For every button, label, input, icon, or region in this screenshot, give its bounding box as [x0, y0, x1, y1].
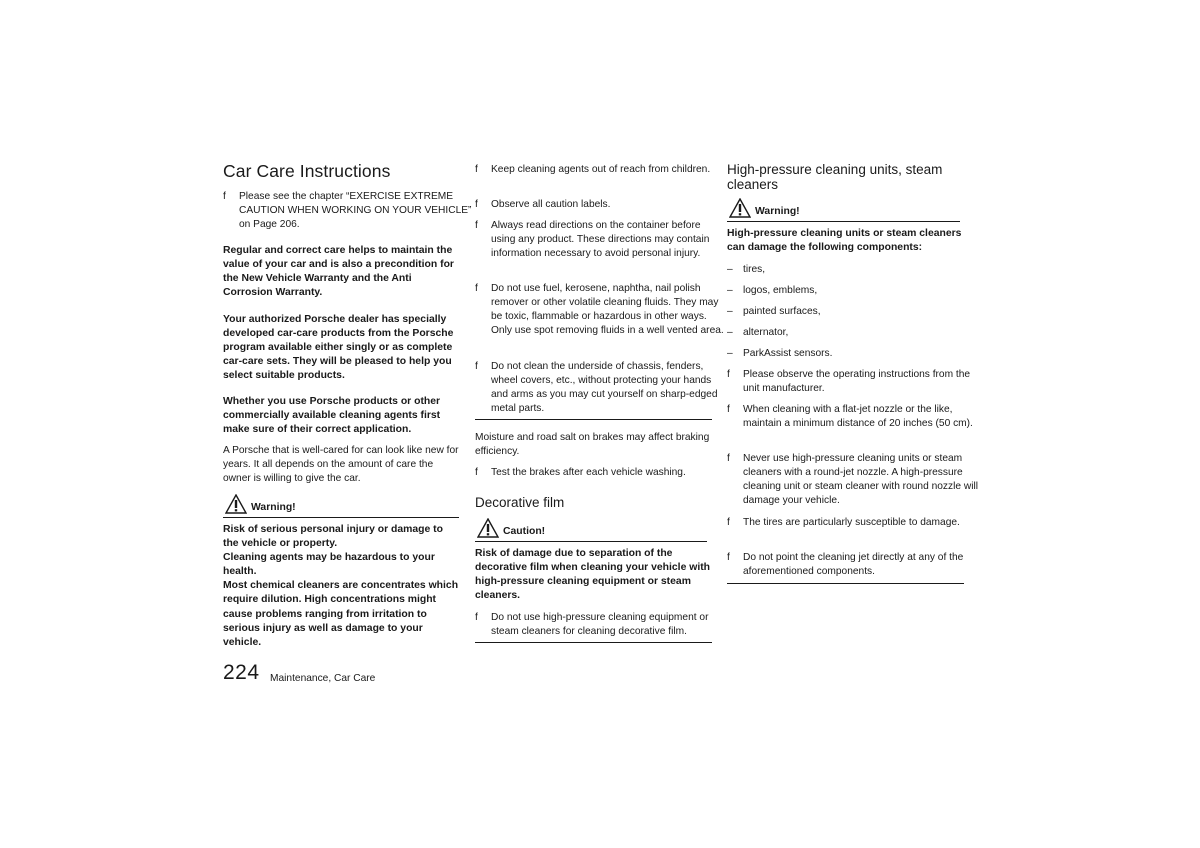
warning-label: Warning!: [251, 502, 296, 513]
list-item: [727, 452, 981, 508]
list-item-text: Do not point the cleaning jet directly at any of the aforementioned components.: [743, 552, 964, 578]
list-item-text: Keep cleaning agents out of reach from children.: [491, 164, 711, 175]
bullet-marker: f: [727, 453, 730, 464]
paragraph-well-cared: A Porsche that is well-cared for can look like new for years. It all depends on the amount of care the owner is willing to give the car.: [223, 445, 459, 485]
paragraph-brakes: Moisture and road salt on brakes may affect braking efficiency.: [475, 432, 710, 458]
component-item: [727, 284, 979, 298]
bullet-marker: f: [475, 361, 478, 372]
warning-text: High-pressure cleaning units or steam cleaners can damage the following components:: [727, 228, 962, 254]
page-number: 224: [223, 661, 260, 684]
bullet-marker: f: [727, 552, 730, 563]
list-item-text: Do not use high-pressure cleaning equipment or steam cleaners for cleaning decorative film.: [491, 612, 709, 638]
list-item: [475, 163, 727, 177]
list-item-text: The tires are particularly susceptible to damage.: [743, 517, 960, 528]
list-item: [475, 198, 727, 212]
list-item: [475, 219, 727, 261]
paragraph-dealer-products: Your authorized Porsche dealer has specially developed car-care products from the Porsche program available either singly or as complete car-care sets. They will be pleased to help you select suitable products.: [223, 314, 454, 382]
list-item: [475, 282, 727, 338]
list-item: [727, 403, 981, 431]
warning-label: Warning!: [755, 206, 800, 217]
divider: [475, 642, 712, 643]
bullet-marker: f: [727, 517, 730, 528]
bullet-marker: f: [727, 404, 730, 415]
section-title-decorative-film: Decorative film: [475, 495, 565, 510]
list-item: [475, 466, 727, 480]
dash-marker: –: [727, 306, 733, 317]
bullet-marker: f: [475, 283, 478, 294]
dash-marker: –: [727, 327, 733, 338]
list-item-text: Always read directions on the container before using any product. These directions may contain information necessary to avoid personal injury.: [491, 220, 710, 260]
component-text: ParkAssist sensors.: [743, 348, 833, 359]
dash-marker: –: [727, 285, 733, 296]
component-item: [727, 326, 979, 340]
chapter-reference-text: Please see the chapter “EXERCISE EXTREME CAUTION WHEN WORKING ON YOUR VEHICLE” on Page 206.: [239, 191, 472, 231]
caution-label: Caution!: [503, 526, 546, 537]
section-title-high-pressure: High-pressure cleaning units, steam cleaners: [727, 162, 943, 192]
warning-header: [727, 198, 960, 222]
bullet-marker: f: [475, 199, 478, 210]
bullet-marker: f: [475, 164, 478, 175]
component-item: [727, 305, 979, 319]
paragraph-maintain-value: Regular and correct care helps to maintain the value of your car and is also a precondition for the New Vehicle Warranty and the Anti Corrosion Warranty.: [223, 245, 454, 299]
caution-text: Risk of damage due to separation of the decorative film when cleaning your vehicle with high-pressure cleaning equipment or steam cleaners.: [475, 548, 711, 602]
list-item-text: Never use high-pressure cleaning units or steam cleaners with a round-jet nozzle. A high-pressure cleaning unit or steam cleaner with round nozzle will damage your vehicle.: [743, 453, 978, 507]
list-item-text: Observe all caution labels.: [491, 199, 611, 210]
list-item-text: When cleaning with a flat-jet nozzle or the like, maintain a minimum distance of 20 inches (50 cm).: [743, 404, 973, 430]
component-text: logos, emblems,: [743, 285, 818, 296]
bullet-marker: f: [475, 612, 478, 623]
warning-triangle-icon: [225, 494, 247, 514]
component-text: painted surfaces,: [743, 306, 821, 317]
caution-triangle-icon: [477, 518, 499, 538]
caution-header: [475, 518, 707, 542]
list-item: [475, 611, 729, 639]
bullet-marker: f: [475, 467, 478, 478]
component-text: tires,: [743, 264, 766, 275]
dash-marker: –: [727, 264, 733, 275]
list-item: [727, 368, 981, 396]
warning-triangle-icon: [729, 198, 751, 218]
list-item-text: Test the brakes after each vehicle washing.: [491, 467, 686, 478]
dash-marker: –: [727, 348, 733, 359]
warning-header: [223, 494, 459, 518]
bullet-marker: f: [727, 369, 730, 380]
component-item: [727, 263, 979, 277]
warning-text: Risk of serious personal injury or damage to the vehicle or property. Cleaning agents may be hazardous to your health. Most chemical cleaners are concentrates which require dilution. High concentrations might cause problems ranging from irritation to serious injury as well as damage to your vehicle.: [223, 524, 459, 648]
page-title: Car Care Instructions: [223, 161, 391, 181]
component-text: alternator,: [743, 327, 789, 338]
bullet-marker: f: [475, 220, 478, 231]
list-item: [475, 360, 727, 416]
list-item: [727, 516, 981, 530]
list-item-text: Do not use fuel, kerosene, naphtha, nail polish remover or other volatile cleaning fluids. They may be toxic, flammable or hazardous in other ways. Only use spot removing fluids in a well vented area.: [491, 283, 724, 337]
chapter-reference: [223, 190, 475, 232]
section-name: Maintenance, Car Care: [270, 673, 376, 684]
component-item: [727, 347, 979, 361]
list-item-text: Do not clean the underside of chassis, fenders, wheel covers, etc., without protecting your hands and arms as you may cut yourself on sharp-edged metal parts.: [491, 361, 718, 415]
list-item-text: Please observe the operating instructions from the unit manufacturer.: [743, 369, 971, 395]
bullet-marker: f: [223, 191, 226, 202]
divider: [475, 419, 712, 420]
paragraph-correct-application: Whether you use Porsche products or other commercially available cleaning agents first make sure of their correct application.: [223, 396, 441, 436]
list-item: [727, 551, 981, 579]
divider: [727, 583, 964, 584]
